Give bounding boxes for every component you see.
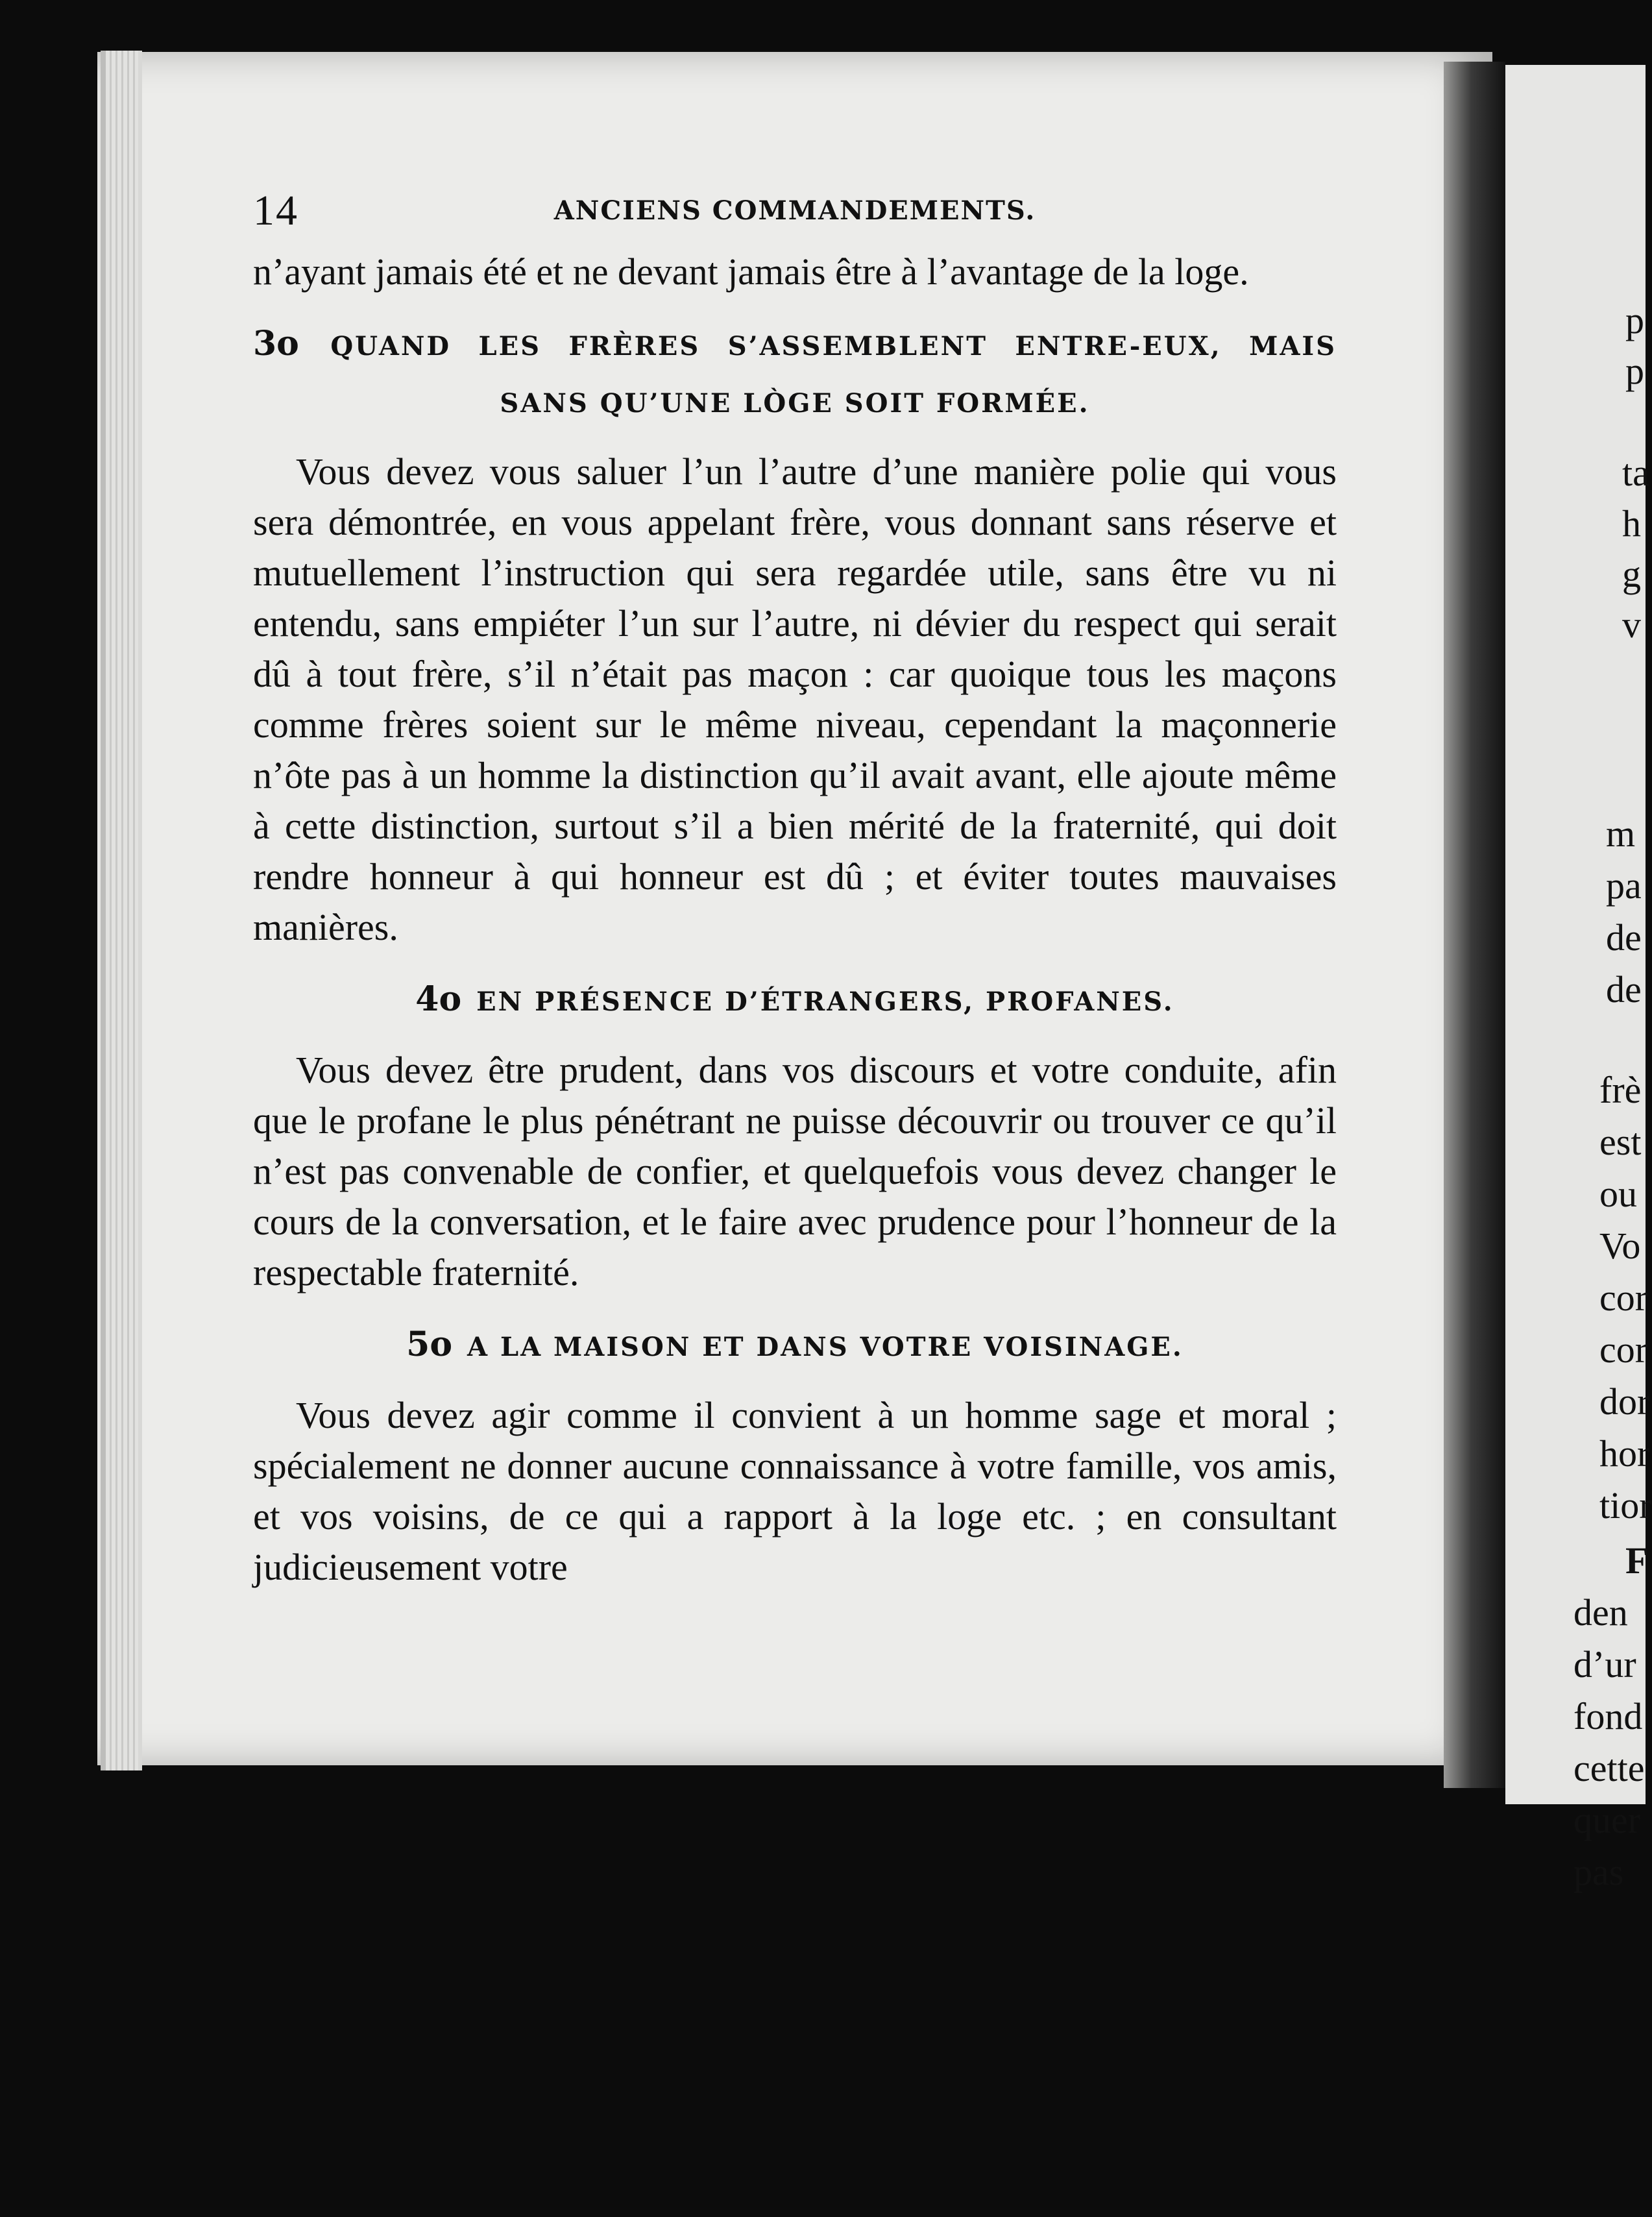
section-title: QUAND LES FRÈRES S’ASSEMBLENT ENTRE-EUX, MAIS SANS QU’UNE LÒGE SOIT FORMÉE. xyxy=(330,331,1337,419)
adjacent-line: g xyxy=(1622,553,1641,595)
page-edges xyxy=(101,51,142,1770)
adjacent-line: p xyxy=(1625,299,1644,341)
adjacent-line: d’ur xyxy=(1573,1643,1636,1685)
adjacent-line: den xyxy=(1573,1591,1628,1634)
adjacent-line: quer xyxy=(1573,1799,1641,1841)
adjacent-line: de xyxy=(1606,916,1642,959)
adjacent-line: p xyxy=(1625,350,1644,392)
adjacent-text-block-2 xyxy=(1622,448,1649,650)
running-title: ANCIENS COMMANDEMENTS. xyxy=(553,195,1036,226)
section-heading-3 xyxy=(253,315,1337,432)
section-heading-4 xyxy=(253,971,1337,1031)
adjacent-line: cor xyxy=(1599,1277,1648,1319)
adjacent-line: dor xyxy=(1599,1380,1650,1423)
adjacent-line: v xyxy=(1622,604,1641,646)
section-number: 3o xyxy=(253,324,299,363)
adjacent-line: est xyxy=(1599,1121,1642,1163)
adjacent-line: ou xyxy=(1599,1173,1637,1215)
running-head xyxy=(253,175,1337,247)
adjacent-line: pa xyxy=(1606,864,1642,907)
adjacent-line: m xyxy=(1606,813,1636,855)
adjacent-text-block-1 xyxy=(1625,295,1644,397)
adjacent-line: F xyxy=(1625,1539,1649,1582)
book-gutter xyxy=(1444,62,1505,1788)
adjacent-text-block-5 xyxy=(1573,1535,1648,1898)
adjacent-line: pas xyxy=(1573,1851,1624,1893)
page-content xyxy=(253,175,1337,1593)
continuation-paragraph: n’ayant jamais été et ne devant jamais être à l’avantage de la loge. xyxy=(253,251,1249,293)
section-heading-5 xyxy=(253,1316,1337,1376)
adjacent-line: fond xyxy=(1573,1695,1643,1737)
section-number: 4o xyxy=(415,979,462,1019)
section-paragraph-5: Vous devez agir comme il convient à un homme sage et moral ; spécialement ne donner aucune connaissance à votre famille, vos amis, et vos voisins, de ce qui a rapport à la loge etc. ; en consultant judicieusement votre xyxy=(253,1394,1337,1588)
adjacent-line: h xyxy=(1622,502,1641,545)
section-paragraph-4: Vous devez être prudent, dans vos discours et votre conduite, afin que le profane le plus pénétrant ne puisse découvrir ou trouver ce qu’il n’est pas convenable de confier, et quelquefois vous devez changer le cours de la conversation, et le faire avec prudence pour l’honneur de la respectable fraternité. xyxy=(253,1049,1337,1293)
adjacent-text-block-4 xyxy=(1599,1064,1652,1532)
adjacent-line: cor xyxy=(1599,1329,1648,1371)
adjacent-line: ta xyxy=(1622,452,1649,494)
adjacent-line: tior xyxy=(1599,1484,1652,1526)
page-number: 14 xyxy=(253,187,298,234)
adjacent-line: de xyxy=(1606,968,1642,1011)
section-paragraph-3: Vous devez vous saluer l’un l’autre d’une manière polie qui vous sera démontrée, en vous appelant frère, vous donnant sans réserve et mutuellement l’instruction qui sera regardée utile, sans être vu ni entendu, sans empiéter l’un sur l’autre, ni dévier du respect qui serait dû à tout frère, s’il n’était pas maçon : car quoique tous les maçons comme frères soient sur le même niveau, cependant la maçonnerie n’ôte pas à un homme la distinction qu’il avait avant, elle ajoute même à cette distinction, surtout s’il a bien mérité de la fraternité, qui doit rendre honneur à qui honneur est dû ; et éviter toutes mauvaises manières. xyxy=(253,450,1337,948)
adjacent-text-block-3 xyxy=(1606,808,1642,1016)
adjacent-line: cette xyxy=(1573,1747,1645,1789)
section-number: 5o xyxy=(406,1325,453,1364)
section-title: EN PRÉSENCE D’ÉTRANGERS, PROFANES. xyxy=(476,986,1174,1017)
adjacent-line: hor xyxy=(1599,1432,1650,1475)
adjacent-line: Vo xyxy=(1599,1225,1641,1267)
adjacent-line: frè xyxy=(1599,1069,1642,1111)
section-title: A LA MAISON ET DANS VOTRE VOISINAGE. xyxy=(467,1332,1184,1362)
